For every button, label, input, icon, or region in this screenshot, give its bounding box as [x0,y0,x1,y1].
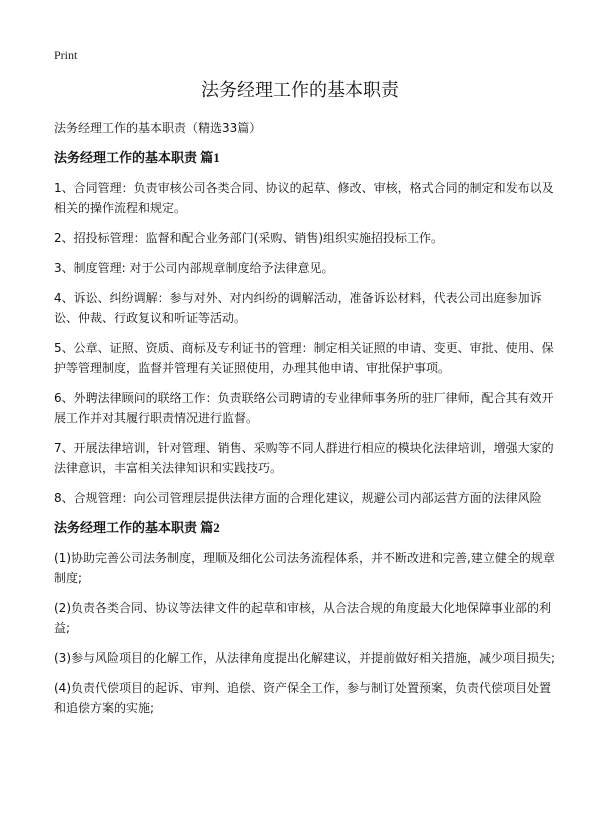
paragraph: (3)参与风险项目的化解工作，从法律角度提出化解建议，并提前做好相关措施，减少项目损失; [54,651,556,665]
document-subtitle: 法务经理工作的基本职责（精选33篇） [54,121,262,135]
paragraph: 6、外聘法律顾问的联络工作：负责联络公司聘请的专业律师事务所的驻厂律师，配合其有效开展工作并对其履行职责情况进行监督。 [54,391,554,425]
section-1 [54,148,556,508]
paragraph: 7、开展法律培训，针对管理、销售、采购等不同人群进行相应的模块化法律培训，增强大家的法律意识，丰富相关法律知识和实践技巧。 [54,441,554,475]
section-2 [54,518,556,718]
document-body [54,118,556,728]
print-link[interactable]: Print [54,48,78,62]
paragraph: 3、制度管理: 对于公司内部规章制度给予法律意见。 [54,261,334,275]
section-heading: 法务经理工作的基本职责 篇2 [54,520,220,535]
paragraph: 8、合规管理：向公司管理层提供法律方面的合理化建议，规避公司内部运营方面的法律风险 [54,491,542,505]
paragraph: 2、招投标管理：监督和配合业务部门(采购、销售)组织实施招投标工作。 [54,231,444,245]
document-title: 法务经理工作的基本职责 [201,80,399,101]
section-heading: 法务经理工作的基本职责 篇1 [54,150,220,165]
paragraph: 1、合同管理：负责审核公司各类合同、协议的起草、修改、审核，格式合同的制定和发布以及相关的操作流程和规定。 [54,181,554,215]
paragraph: 5、公章、证照、资质、商标及专利证书的管理：制定相关证照的申请、变更、审批、使用、保护等管理制度，监督并管理有关证照使用，办理其他申请、审批保护事项。 [54,341,554,375]
paragraph: (2)负责各类合同、协议等法律文件的起草和审核，从合法合规的角度最大化地保障事业部的利益; [54,601,552,635]
paragraph: (1)协助完善公司法务制度，理顺及细化公司法务流程体系，并不断改进和完善,建立健全的规章制度; [54,551,555,585]
paragraph: (4)负责代偿项目的起诉、审判、追偿、资产保全工作，参与制订处置预案，负责代偿项目处置和追偿方案的实施; [54,681,552,715]
paragraph: 4、诉讼、纠纷调解：参与对外、对内纠纷的调解活动，准备诉讼材料，代表公司出庭参加诉讼、仲裁、行政复议和听证等活动。 [54,291,542,325]
